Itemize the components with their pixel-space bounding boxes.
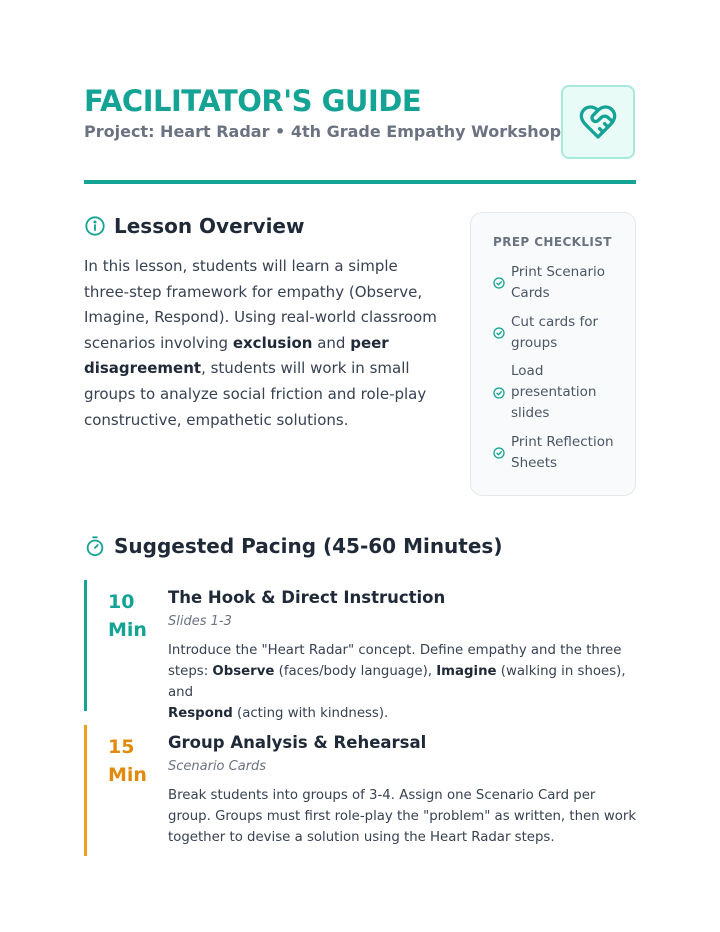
- pacing-desc-part: (faces/body language),: [274, 664, 437, 679]
- overview-heading: [84, 212, 304, 240]
- pacing-title: Group Analysis & Rehearsal: [168, 733, 427, 752]
- pacing-subtitle: Slides 1-3: [168, 614, 232, 629]
- check-circle-icon: [493, 387, 505, 399]
- pacing-block: [84, 580, 636, 721]
- pacing-desc-part: (acting with kindness).: [232, 706, 389, 721]
- pacing-subtitle: Scenario Cards: [168, 759, 267, 774]
- prep-checklist: [470, 212, 636, 496]
- checklist-item-label: Load presentation slides: [511, 363, 597, 421]
- info-icon: [84, 215, 106, 237]
- check-circle-icon: [493, 447, 505, 459]
- check-circle-icon: [493, 327, 505, 339]
- check-circle-icon: [493, 277, 505, 289]
- pacing-minutes: 15: [108, 736, 135, 758]
- overview-text-part: In this lesson, students will learn a simple three-step framework for empathy (Observe, Imagine, Respond). Using real-world classroom scenarios involving: [84, 257, 437, 352]
- pacing-bold-respond: Respond: [168, 706, 233, 721]
- overview-bold-exclusion: exclusion: [232, 333, 313, 352]
- pacing-desc-part: (walking in shoes), and: [168, 664, 626, 700]
- stopwatch-icon: [84, 535, 106, 557]
- pacing-accent-bar: [84, 725, 87, 856]
- checklist-item: [493, 432, 621, 474]
- checklist-item-label: Print Reflection Sheets: [511, 434, 614, 471]
- page-subtitle: Project: Heart Radar • 4th Grade Empathy Workshop: [84, 122, 562, 141]
- pacing-unit: Min: [108, 764, 147, 786]
- pacing-minutes: 10: [108, 591, 135, 613]
- overview-heading-label: Lesson Overview: [114, 214, 305, 238]
- pacing-desc-part: Introduce the "Heart Radar" concept. Define empathy and the three steps:: [168, 643, 622, 679]
- pacing-duration: [108, 588, 147, 644]
- pacing-accent-bar: [84, 580, 87, 711]
- checklist-item: [493, 312, 607, 354]
- pacing-bold-imagine: Imagine: [436, 664, 497, 679]
- pacing-description: [168, 640, 638, 724]
- heart-handshake-icon: [561, 85, 635, 159]
- pacing-title: The Hook & Direct Instruction: [168, 588, 446, 607]
- page-title: FACILITATOR'S GUIDE: [84, 84, 422, 118]
- pacing-heading: [84, 532, 502, 560]
- overview-text-part: , students will work in small groups to analyze social friction and role-play constructive, empathetic solutions.: [84, 359, 427, 429]
- prep-checklist-title: PREP CHECKLIST: [493, 235, 612, 249]
- overview-bold-peer-disagreement: peer disagreement: [84, 333, 389, 378]
- header-divider: [84, 180, 636, 184]
- overview-paragraph: [84, 254, 444, 433]
- pacing-unit: Min: [108, 619, 147, 641]
- facilitator-guide-page: [84, 0, 636, 932]
- checklist-item: [493, 361, 599, 424]
- pacing-description: Break students into groups of 3-4. Assign one Scenario Card per group. Groups must first role-play the "problem" as written, then work together to devise a solution using the Heart Radar steps.: [168, 788, 637, 845]
- checklist-item: [493, 262, 611, 304]
- checklist-item-label: Cut cards for groups: [511, 314, 599, 351]
- pacing-bold-observe: Observe: [212, 664, 275, 679]
- overview-text-part: and: [312, 333, 351, 352]
- pacing-block: [84, 725, 636, 856]
- page-header: [84, 84, 636, 160]
- pacing-heading-label: Suggested Pacing (45-60 Minutes): [114, 534, 503, 558]
- checklist-item-label: Print Scenario Cards: [511, 264, 606, 301]
- pacing-duration: [108, 733, 147, 789]
